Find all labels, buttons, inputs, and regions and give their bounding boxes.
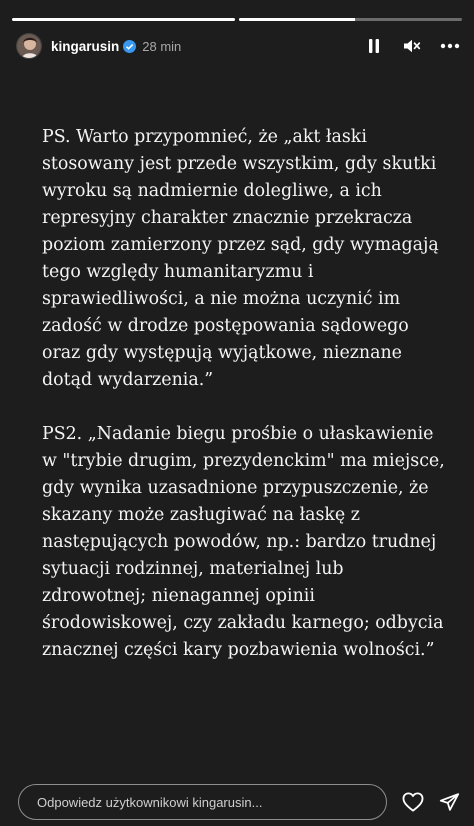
username[interactable]: kingarusin bbox=[51, 38, 120, 54]
story-footer bbox=[18, 784, 460, 820]
progress-segment-1 bbox=[12, 18, 235, 21]
reply-input[interactable] bbox=[18, 784, 387, 820]
paragraph-ps2: PS2. „Nadanie biegu prośbie o ułaskawienie w "trybie drugim, prezydenckim" ma miejsce, gdy wynika uzasadnione przypuszczenie, że skazany może zasługiwać na łaskę z następujących powodów, np.: bardzo trudnej sytuacji rodzinnej, materialnej lub zdrowotnej; nienagannej opinii środowiskowej, czy zakładu karnego; odbycia znacznej części kary pozbawienia wolności.” bbox=[42, 424, 445, 660]
send-button[interactable] bbox=[438, 791, 460, 813]
post-time: 28 min bbox=[142, 38, 182, 54]
more-options-icon bbox=[440, 43, 460, 49]
story-text bbox=[42, 124, 452, 691]
footer-actions bbox=[402, 791, 460, 813]
avatar[interactable] bbox=[16, 33, 42, 59]
story-controls bbox=[362, 34, 462, 58]
pause-icon bbox=[367, 38, 381, 54]
progress-fill-2 bbox=[239, 18, 355, 21]
send-icon bbox=[439, 792, 460, 812]
mute-button[interactable] bbox=[400, 34, 424, 58]
like-button[interactable] bbox=[402, 791, 424, 813]
paragraph-ps: PS. Warto przypomnieć, że „akt łaski stosowany jest przede wszystkim, gdy skutki wyroku są nadmiernie dolegliwe, a ich represyjny charakter znacznie przekracza poziom zamierzony przez sąd, gdy wymagają tego względy humanitaryzmu i sprawiedliwości, a nie można uczynić im zadość w drodze postępowania sądowego oraz gdy występują wyjątkowe, nieznane dotąd wydarzenia.” bbox=[42, 127, 439, 390]
more-options-button[interactable] bbox=[438, 34, 462, 58]
progress-fill-1 bbox=[12, 18, 235, 21]
heart-icon bbox=[402, 792, 424, 812]
progress-segment-2 bbox=[239, 18, 462, 21]
muted-speaker-icon bbox=[403, 38, 421, 54]
story-progress bbox=[12, 18, 462, 21]
pause-button[interactable] bbox=[362, 34, 386, 58]
story-header bbox=[16, 30, 462, 62]
verified-badge-icon bbox=[123, 40, 136, 53]
